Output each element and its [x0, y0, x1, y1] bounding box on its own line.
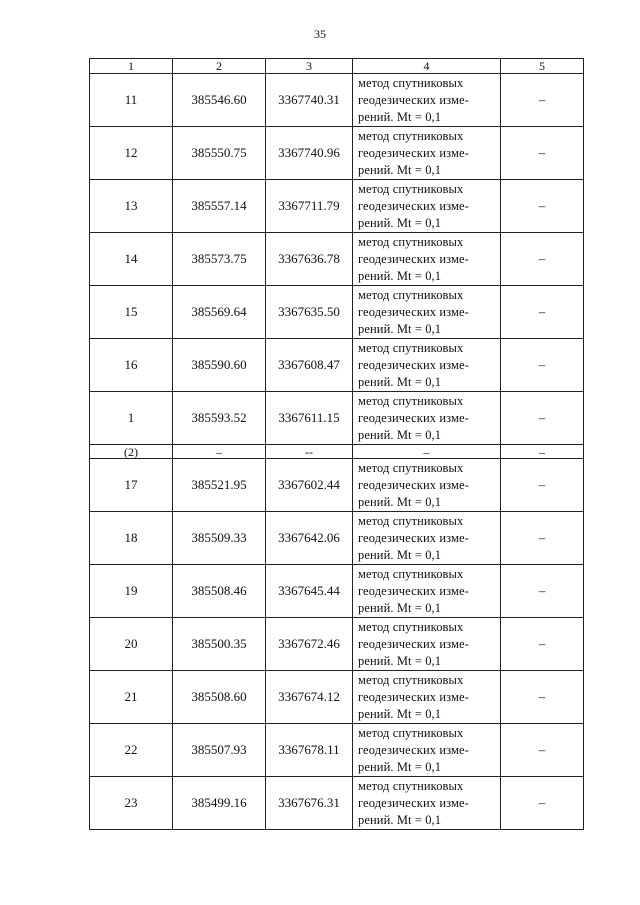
table-row	[90, 512, 584, 565]
y-coordinate-cell: 3367711.79	[266, 180, 353, 233]
x-coordinate-cell: 385546.60	[173, 74, 266, 127]
note-cell: –	[501, 233, 584, 286]
method-text-line: рений. Mt = 0,1	[358, 653, 442, 668]
table-body	[90, 74, 584, 830]
method-text-line: метод спутниковых	[358, 75, 464, 90]
point-number-cell: 13	[90, 180, 173, 233]
point-number-cell: 11	[90, 74, 173, 127]
separator-cell-y: --	[266, 445, 353, 459]
method-text-line: метод спутниковых	[358, 181, 464, 196]
method-text-line: геодезических изме-	[358, 795, 469, 810]
table-row	[90, 777, 584, 830]
point-number-cell: 20	[90, 618, 173, 671]
y-coordinate-cell: 3367674.12	[266, 671, 353, 724]
method-cell	[353, 74, 501, 127]
method-text-line: метод спутниковых	[358, 566, 464, 581]
method-cell	[353, 459, 501, 512]
method-text-line: рений. Mt = 0,1	[358, 427, 442, 442]
table-row	[90, 618, 584, 671]
x-coordinate-cell: 385507.93	[173, 724, 266, 777]
method-text-line: геодезических изме-	[358, 530, 469, 545]
point-number-cell: 14	[90, 233, 173, 286]
table-row	[90, 180, 584, 233]
separator-cell-note: –	[501, 445, 584, 459]
method-cell	[353, 286, 501, 339]
method-text-line: рений. Mt = 0,1	[358, 268, 442, 283]
point-number-cell: 19	[90, 565, 173, 618]
method-text-line: геодезических изме-	[358, 742, 469, 757]
table-row	[90, 671, 584, 724]
column-header-4: 4	[353, 59, 501, 74]
method-cell	[353, 671, 501, 724]
x-coordinate-cell: 385557.14	[173, 180, 266, 233]
y-coordinate-cell: 3367602.44	[266, 459, 353, 512]
y-coordinate-cell: 3367611.15	[266, 392, 353, 445]
note-cell: –	[501, 618, 584, 671]
method-text-line: метод спутниковых	[358, 340, 464, 355]
y-coordinate-cell: 3367678.11	[266, 724, 353, 777]
x-coordinate-cell: 385499.16	[173, 777, 266, 830]
column-header-1: 1	[90, 59, 173, 74]
y-coordinate-cell: 3367636.78	[266, 233, 353, 286]
method-cell	[353, 565, 501, 618]
point-number-cell: 17	[90, 459, 173, 512]
method-text-line: геодезических изме-	[358, 198, 469, 213]
y-coordinate-cell: 3367740.96	[266, 127, 353, 180]
method-text-line: геодезических изме-	[358, 92, 469, 107]
method-text-line: метод спутниковых	[358, 128, 464, 143]
method-text-line: метод спутниковых	[358, 393, 464, 408]
column-header-3: 3	[266, 59, 353, 74]
method-text-line: геодезических изме-	[358, 477, 469, 492]
method-text-line: рений. Mt = 0,1	[358, 374, 442, 389]
note-cell: –	[501, 339, 584, 392]
method-text-line: рений. Mt = 0,1	[358, 706, 442, 721]
point-number-cell: 22	[90, 724, 173, 777]
note-cell: –	[501, 180, 584, 233]
method-text-line: метод спутниковых	[358, 672, 464, 687]
y-coordinate-cell: 3367608.47	[266, 339, 353, 392]
table-row	[90, 724, 584, 777]
method-cell	[353, 777, 501, 830]
note-cell: –	[501, 286, 584, 339]
method-text-line: геодезических изме-	[358, 357, 469, 372]
note-cell: –	[501, 392, 584, 445]
column-header-2: 2	[173, 59, 266, 74]
method-text-line: рений. Mt = 0,1	[358, 321, 442, 336]
note-cell: –	[501, 777, 584, 830]
point-number-cell: 1	[90, 392, 173, 445]
method-cell	[353, 392, 501, 445]
x-coordinate-cell: 385521.95	[173, 459, 266, 512]
y-coordinate-cell: 3367635.50	[266, 286, 353, 339]
method-text-line: рений. Mt = 0,1	[358, 162, 442, 177]
method-cell	[353, 618, 501, 671]
table-row	[90, 392, 584, 445]
page-number: 35	[314, 27, 326, 41]
method-text-line: геодезических изме-	[358, 251, 469, 266]
method-cell	[353, 180, 501, 233]
x-coordinate-cell: 385573.75	[173, 233, 266, 286]
method-text-line: метод спутниковых	[358, 234, 464, 249]
method-text-line: геодезических изме-	[358, 304, 469, 319]
x-coordinate-cell: 385569.64	[173, 286, 266, 339]
method-text-line: геодезических изме-	[358, 636, 469, 651]
method-text-line: геодезических изме-	[358, 583, 469, 598]
point-number-cell: 18	[90, 512, 173, 565]
contour-separator-row	[90, 445, 584, 459]
method-text-line: рений. Mt = 0,1	[358, 759, 442, 774]
method-text-line: геодезических изме-	[358, 689, 469, 704]
note-cell: –	[501, 724, 584, 777]
method-text-line: рений. Mt = 0,1	[358, 812, 442, 827]
table-row	[90, 127, 584, 180]
note-cell: –	[501, 459, 584, 512]
method-text-line: рений. Mt = 0,1	[358, 109, 442, 124]
table-row	[90, 286, 584, 339]
method-text-line: метод спутниковых	[358, 513, 464, 528]
method-text-line: рений. Mt = 0,1	[358, 494, 442, 509]
method-cell	[353, 724, 501, 777]
y-coordinate-cell: 3367676.31	[266, 777, 353, 830]
point-number-cell: 21	[90, 671, 173, 724]
method-text-line: геодезических изме-	[358, 145, 469, 160]
x-coordinate-cell: 385508.46	[173, 565, 266, 618]
separator-cell-point: (2)	[90, 445, 173, 459]
method-cell	[353, 127, 501, 180]
y-coordinate-cell: 3367642.06	[266, 512, 353, 565]
table-row	[90, 459, 584, 512]
y-coordinate-cell: 3367645.44	[266, 565, 353, 618]
note-cell: –	[501, 512, 584, 565]
method-text-line: рений. Mt = 0,1	[358, 600, 442, 615]
point-number-cell: 16	[90, 339, 173, 392]
table-row	[90, 233, 584, 286]
x-coordinate-cell: 385590.60	[173, 339, 266, 392]
x-coordinate-cell: 385593.52	[173, 392, 266, 445]
point-number-cell: 23	[90, 777, 173, 830]
method-cell	[353, 339, 501, 392]
method-text-line: геодезических изме-	[358, 410, 469, 425]
x-coordinate-cell: 385509.33	[173, 512, 266, 565]
method-text-line: рений. Mt = 0,1	[358, 547, 442, 562]
table-row	[90, 74, 584, 127]
coordinates-table	[89, 58, 584, 830]
table-header-row	[90, 59, 584, 74]
method-text-line: метод спутниковых	[358, 287, 464, 302]
note-cell: –	[501, 127, 584, 180]
x-coordinate-cell: 385500.35	[173, 618, 266, 671]
separator-cell-x: –	[173, 445, 266, 459]
separator-cell-method: –	[353, 445, 501, 459]
method-text-line: метод спутниковых	[358, 725, 464, 740]
y-coordinate-cell: 3367740.31	[266, 74, 353, 127]
method-text-line: рений. Mt = 0,1	[358, 215, 442, 230]
note-cell: –	[501, 565, 584, 618]
point-number-cell: 15	[90, 286, 173, 339]
y-coordinate-cell: 3367672.46	[266, 618, 353, 671]
point-number-cell: 12	[90, 127, 173, 180]
note-cell: –	[501, 74, 584, 127]
x-coordinate-cell: 385550.75	[173, 127, 266, 180]
note-cell: –	[501, 671, 584, 724]
table-row	[90, 339, 584, 392]
column-header-5: 5	[501, 59, 584, 74]
method-cell	[353, 233, 501, 286]
method-text-line: метод спутниковых	[358, 460, 464, 475]
table-row	[90, 565, 584, 618]
method-text-line: метод спутниковых	[358, 778, 464, 793]
x-coordinate-cell: 385508.60	[173, 671, 266, 724]
method-cell	[353, 512, 501, 565]
method-text-line: метод спутниковых	[358, 619, 464, 634]
